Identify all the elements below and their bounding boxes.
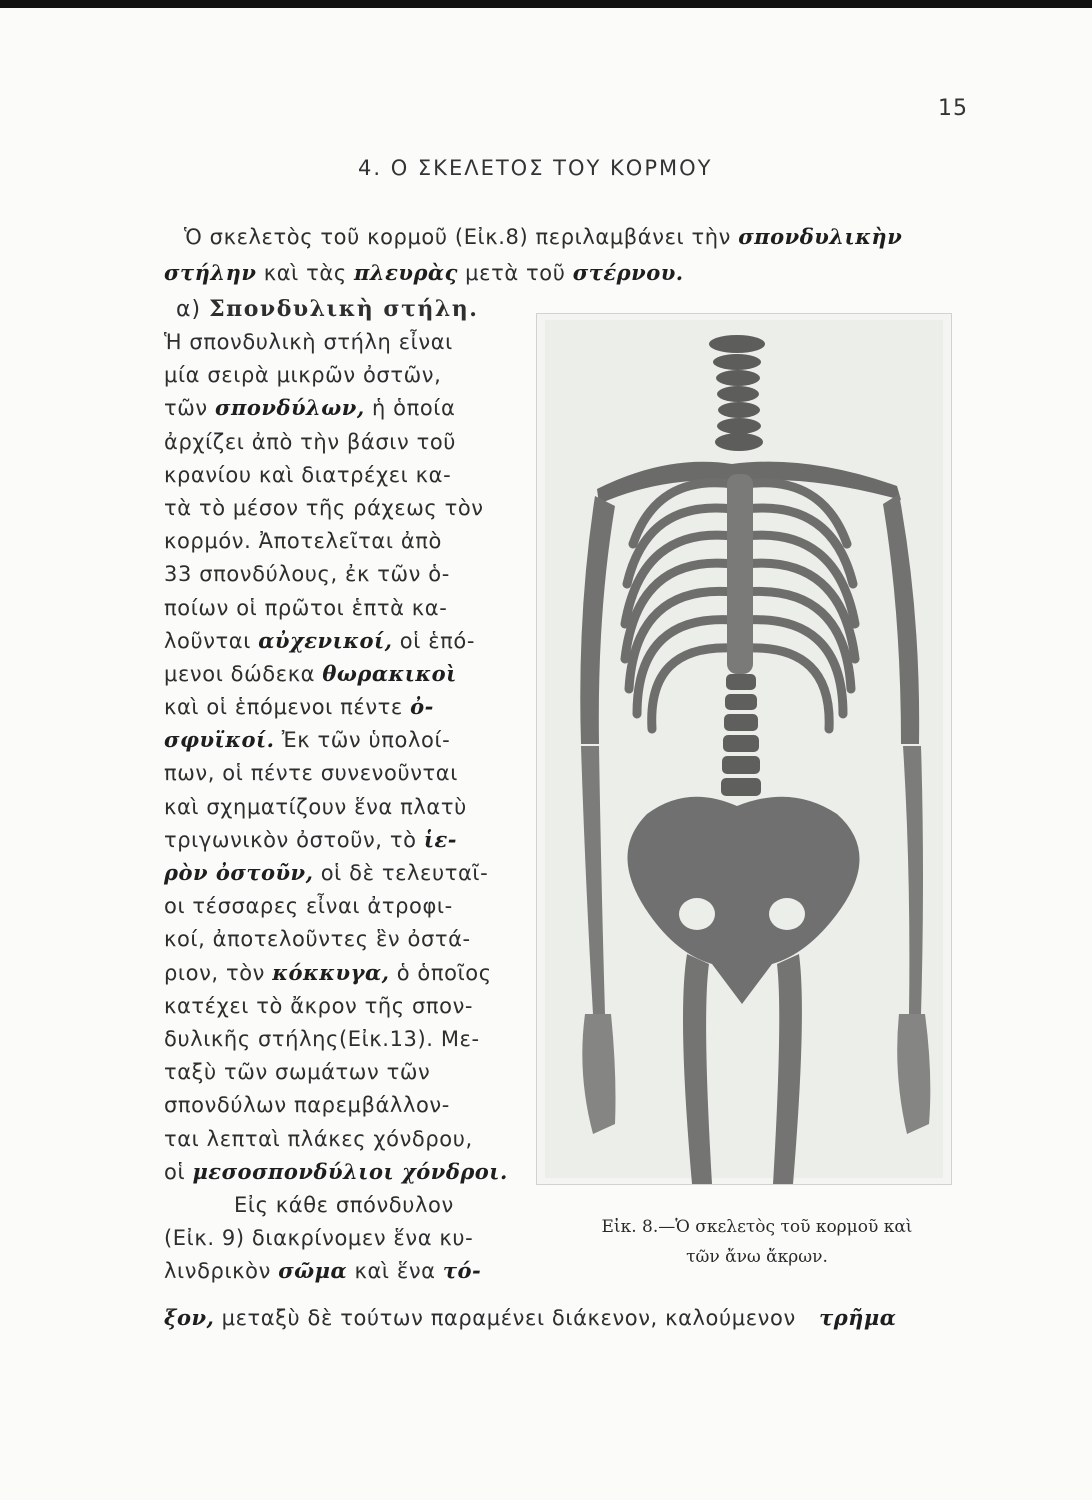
column-line: κρανίου καὶ διατρέχει κα- <box>164 462 452 487</box>
column-line: ταξὺ τῶν σωμάτων τῶν <box>164 1060 431 1085</box>
column-line: μία σειρὰ μικρῶν ὀστῶν, <box>164 363 442 388</box>
skeleton-figure <box>536 313 952 1185</box>
term-ribs: πλευρὰς <box>354 260 458 285</box>
column-line: λινδρικὸν σῶμα καὶ ἕνα τό- <box>164 1258 482 1284</box>
column-line: ρὸν ὀστοῦν, οἱ δὲ τελευταῖ- <box>164 860 489 885</box>
skeleton-illustration <box>537 314 951 1184</box>
intro-line-2 <box>164 258 684 288</box>
column-line: τὰ τὸ μέσον τῆς ράχεως τὸν <box>164 495 484 520</box>
term-spinal-column: σπονδυλικὴν <box>738 224 903 249</box>
last-line <box>164 1303 896 1333</box>
chapter-title: 4. Ο ΣΚΕΛΕΤΟΣ ΤΟΥ ΚΟΡΜΟΥ <box>358 156 713 180</box>
column-line: κορμόν. Ἀποτελεῖται ἀπὸ <box>164 529 442 554</box>
intro-text: μετὰ τοῦ <box>465 261 566 285</box>
column-line: Ἡ σπονδυλικὴ στήλη εἶναι <box>164 330 453 354</box>
term-column: στήλην <box>164 260 257 285</box>
caption-line-2: τῶν ἄνω ἄκρων. <box>686 1247 828 1267</box>
body-column <box>164 327 518 1289</box>
column-line: ριον, τὸν κόκκυγα, ὁ ὁποῖος <box>164 959 492 985</box>
term-arch: ξον, <box>164 1305 215 1330</box>
column-line: καὶ οἱ ἑπόμενοι πέντε ὀ- <box>164 694 434 720</box>
column-line: ἀρχίζει ἀπὸ τὴν βάσιν τοῦ <box>164 429 457 454</box>
column-line: (Εἰκ. 9) διακρίνομεν ἕνα κυ- <box>164 1226 474 1251</box>
column-line: Εἰς κάθε σπόνδυλον <box>234 1192 454 1217</box>
page-top-edge <box>0 0 1092 8</box>
page-number: 15 <box>938 96 968 121</box>
intro-line-1 <box>184 222 902 252</box>
intro-text: Ὁ σκελετὸς τοῦ κορμοῦ (Εἰκ.8) περιλαμβάνει τὴν <box>184 225 732 249</box>
term-sternum: στέρνου. <box>572 260 684 285</box>
figure-caption <box>552 1212 962 1272</box>
column-line: λοῦνται αὐχενικοί, οἱ ἑπό- <box>164 627 476 653</box>
column-line: ποίων οἱ πρῶτοι ἑπτὰ κα- <box>164 595 448 620</box>
column-line: καὶ σχηματίζουν ἕνα πλατὺ <box>164 794 467 819</box>
column-line: τῶν σπονδύλων, ἡ ὁποία <box>164 395 456 421</box>
column-line: τριγωνικὸν ὀστοῦν, τὸ ἱε- <box>164 826 457 852</box>
section-subheading <box>176 294 478 325</box>
last-line-text: μεταξὺ δὲ τούτων παραμένει διάκενον, καλούμενον <box>221 1306 796 1330</box>
column-line: κοί, ἀποτελοῦντες ἓν ὀστά- <box>164 927 471 952</box>
column-line: ται λεπταὶ πλάκες χόνδρου, <box>164 1126 473 1151</box>
column-line: 33 σπονδύλους, ἐκ τῶν ὁ- <box>164 562 450 587</box>
caption-line-1: Εἰκ. 8.—Ὁ σκελετὸς τοῦ κορμοῦ καὶ <box>601 1217 913 1237</box>
subheading-prefix: α) <box>176 297 202 322</box>
column-line: κατέχει τὸ ἄκρον τῆς σπον- <box>164 993 474 1018</box>
intro-text: καὶ τὰς <box>263 261 347 285</box>
column-line: πων, οἱ πέντε συνενοῦνται <box>164 761 458 786</box>
column-line: σφυϊκοί. Ἐκ τῶν ὑπολοί- <box>164 727 451 753</box>
column-line: οι τέσσαρες εἶναι ἀτροφι- <box>164 894 453 919</box>
term-foramen: τρῆμα <box>819 1305 897 1330</box>
column-line: σπονδύλων παρεμβάλλον- <box>164 1093 450 1118</box>
subheading-title: Σπονδυλικὴ στήλη. <box>209 296 479 322</box>
column-line: οἱ μεσοσπονδύλιοι χόνδροι. <box>164 1158 508 1184</box>
column-line: δυλικῆς στήλης(Εἰκ.13). Με- <box>164 1026 480 1051</box>
column-line: μενοι δώδεκα θωρακικοὶ <box>164 660 457 686</box>
